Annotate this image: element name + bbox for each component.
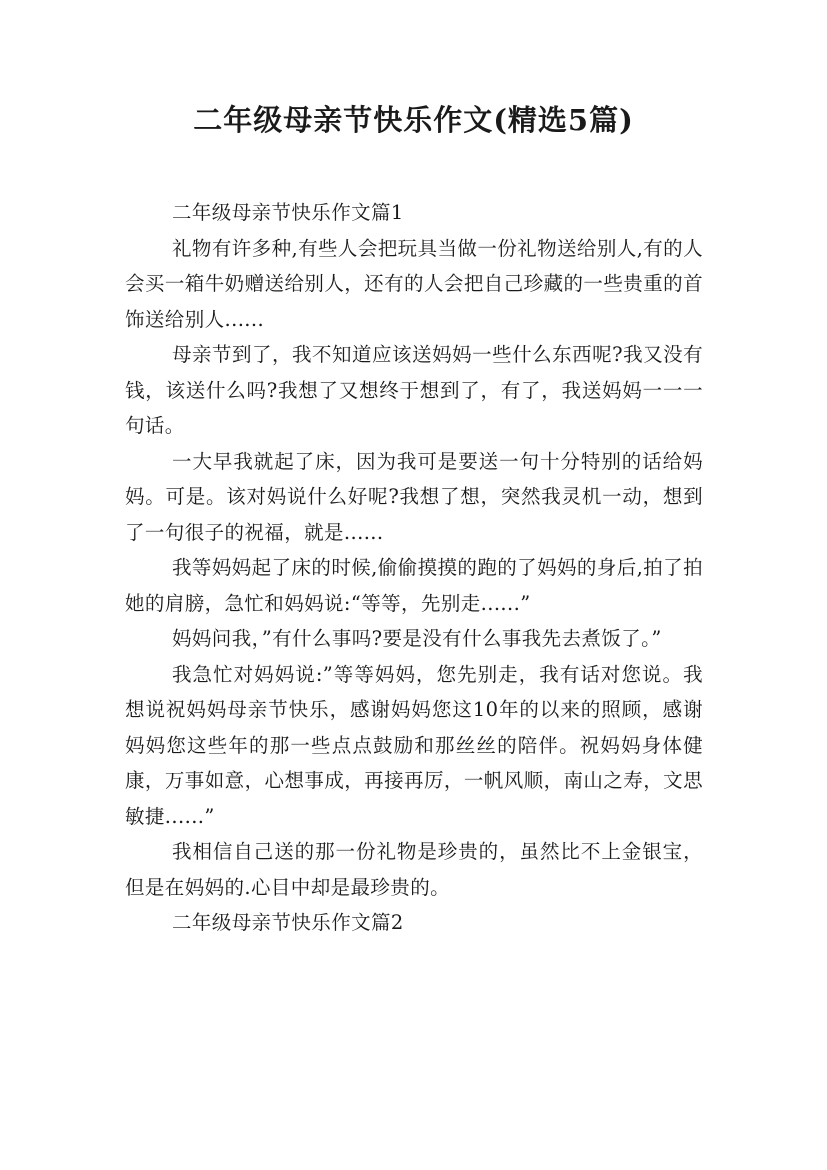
paragraph-3: 一大早我就起了床，因为我可是要送一句十分特别的话给妈妈。可是。该对妈说什么好呢?我想了想，突然我灵机一动，想到了一句很子的祝福，就是...... bbox=[125, 449, 703, 544]
paragraph-7: 我相信自己送的那一份礼物是珍贵的，虽然比不上金银宝，但是在妈妈的.心目中却是最珍贵的。 bbox=[125, 840, 703, 899]
document-body bbox=[125, 195, 703, 941]
paragraph-2: 母亲节到了，我不知道应该送妈妈一些什么东西呢?我又没有钱，该送什么吗?我想了又想终于想到了，有了，我送妈妈一一一句话。 bbox=[125, 343, 703, 437]
paragraph-6: 我急忙对妈妈说:”等等妈妈，您先别走，我有话对您说。我想说祝妈妈母亲节快乐，感谢妈妈您这10年的以来的照顾，感谢妈妈您这些年的那一些点点鼓励和那丝丝的陪伴。祝妈妈身体健康，万事如意，心想事成，再接再厉，一帆风顺，南山之寿，文思敏捷......” bbox=[125, 662, 703, 828]
paragraph-5: 妈妈问我，”有什么事吗?要是没有什么事我先去煮饭了。” bbox=[172, 627, 662, 650]
paragraph-1: 礼物有许多种,有些人会把玩具当做一份礼物送给别人,有的人会买一箱牛奶赠送给别人，还有的人会把自己珍藏的一些贵重的首饰送给别人...... bbox=[125, 236, 703, 331]
section-heading-1: 二年级母亲节快乐作文篇1 bbox=[172, 201, 404, 224]
document-title: 二年级母亲节快乐作文(精选5篇) bbox=[193, 103, 634, 137]
paragraph-4: 我等妈妈起了床的时候,偷偷摸摸的跑的了妈妈的身后,拍了拍她的肩膀，急忙和妈妈说:“等等，先别走......” bbox=[125, 556, 703, 615]
section-heading-2: 二年级母亲节快乐作文篇2 bbox=[172, 911, 404, 934]
